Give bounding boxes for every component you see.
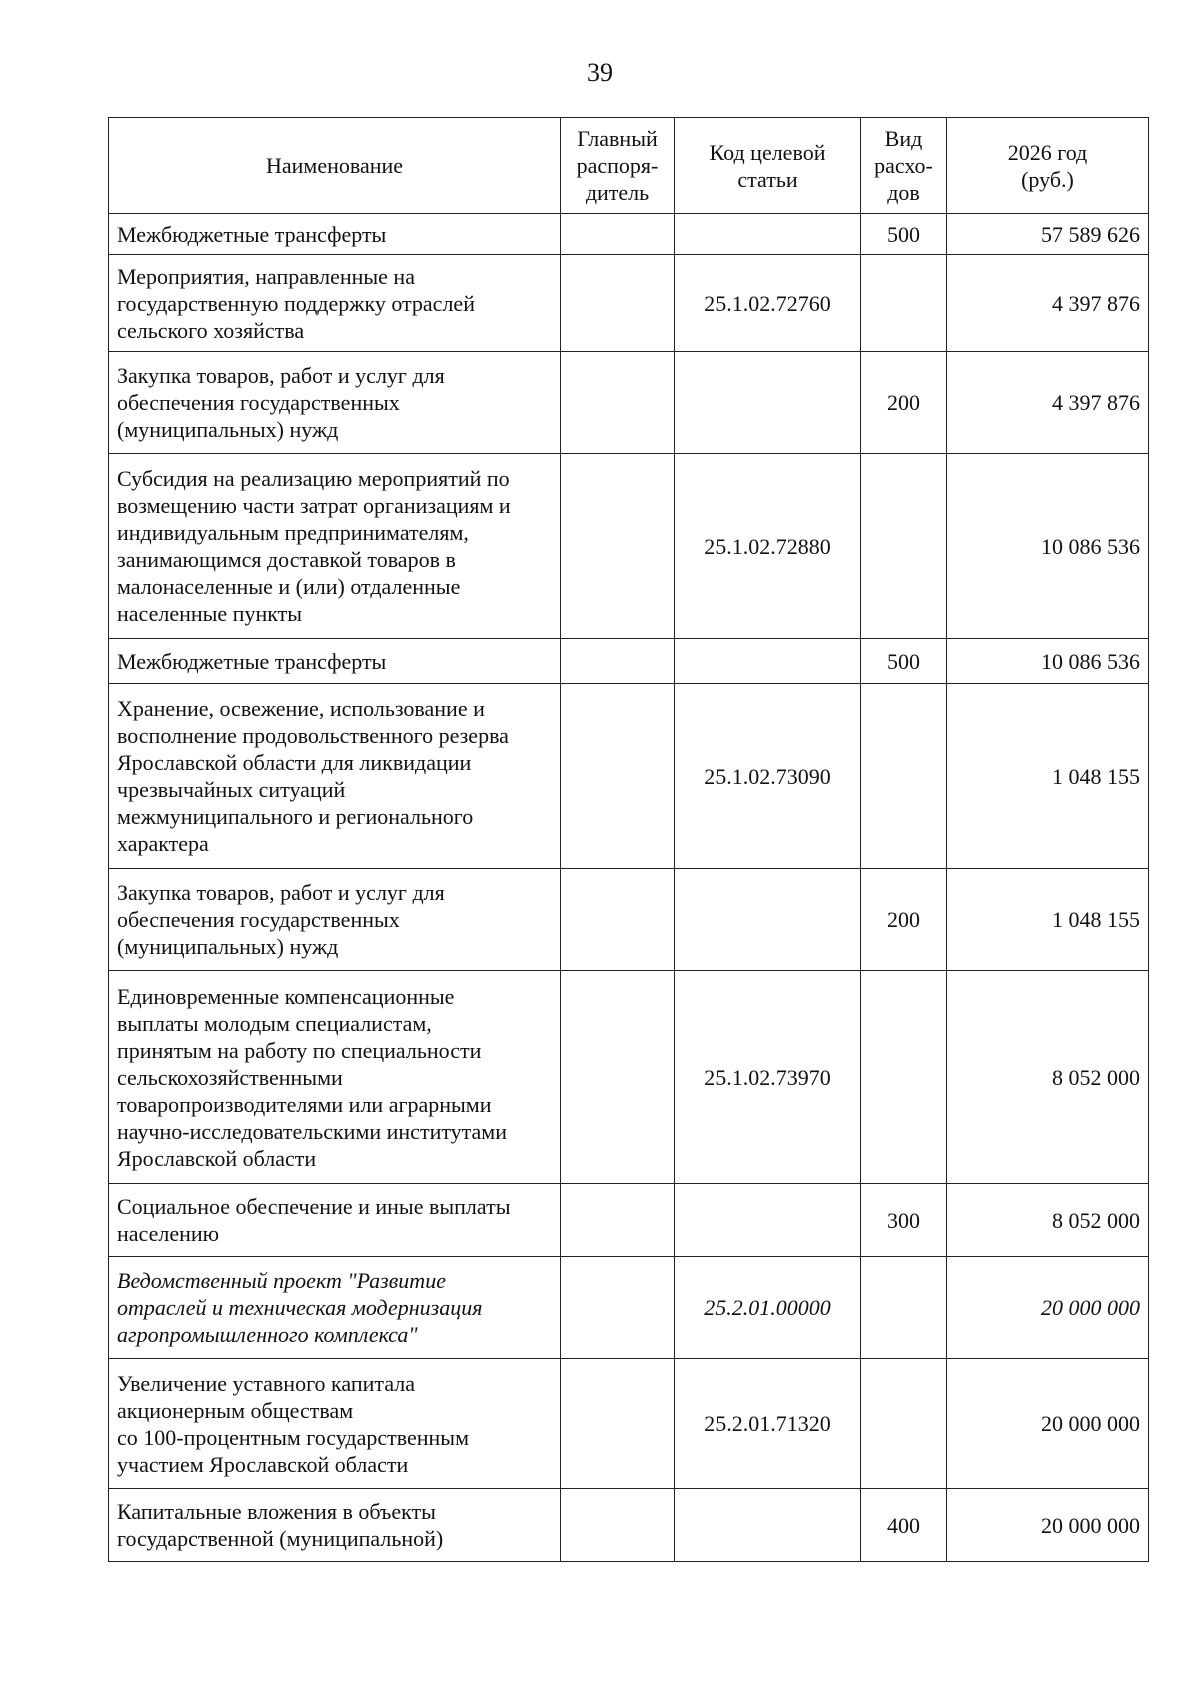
row-amount: 10 086 536 bbox=[947, 454, 1149, 639]
row-name bbox=[109, 1359, 561, 1489]
row-code: 25.1.02.72880 bbox=[675, 454, 861, 639]
header-expense-type bbox=[861, 118, 947, 214]
row-amount: 8 052 000 bbox=[947, 1184, 1149, 1257]
row-name-text: Капитальные вложения в объекты государственной (муниципальной) bbox=[117, 1499, 444, 1551]
row-expense-type bbox=[861, 454, 947, 639]
row-amount: 20 000 000 bbox=[947, 1257, 1149, 1359]
row-expense-type bbox=[861, 1257, 947, 1359]
row-expense-type: 400 bbox=[861, 1489, 947, 1562]
row-amount: 20 000 000 bbox=[947, 1489, 1149, 1562]
header-amount-text: 2026 год (руб.) bbox=[1007, 139, 1088, 192]
row-code bbox=[675, 1489, 861, 1562]
row-manager bbox=[561, 214, 675, 255]
row-amount: 1 048 155 bbox=[947, 684, 1149, 869]
row-code: 25.2.01.71320 bbox=[675, 1359, 861, 1489]
header-code-text: Код целевой статьи bbox=[709, 139, 826, 192]
row-name-text: Закупка товаров, работ и услуг для обеспечения государственных (муниципальных) нужд bbox=[117, 363, 445, 442]
table-row bbox=[109, 684, 1149, 869]
row-expense-type: 500 bbox=[861, 214, 947, 255]
row-name bbox=[109, 971, 561, 1184]
row-name-text: Закупка товаров, работ и услуг для обеспечения государственных (муниципальных) нужд bbox=[117, 880, 445, 959]
table-row bbox=[109, 869, 1149, 971]
row-expense-type: 200 bbox=[861, 869, 947, 971]
row-name bbox=[109, 1489, 561, 1562]
row-amount: 20 000 000 bbox=[947, 1359, 1149, 1489]
row-expense-type bbox=[861, 255, 947, 352]
row-expense-type bbox=[861, 1359, 947, 1489]
row-expense-type: 300 bbox=[861, 1184, 947, 1257]
row-name-text: Межбюджетные трансферты bbox=[117, 221, 387, 247]
row-manager bbox=[561, 1257, 675, 1359]
row-name bbox=[109, 352, 561, 454]
row-name bbox=[109, 684, 561, 869]
row-code bbox=[675, 1184, 861, 1257]
table-header-row bbox=[109, 118, 1149, 214]
table-row bbox=[109, 214, 1149, 255]
row-manager bbox=[561, 255, 675, 352]
header-name-text: Наименование bbox=[265, 153, 404, 178]
header-manager bbox=[561, 118, 675, 214]
row-code bbox=[675, 639, 861, 684]
row-amount: 8 052 000 bbox=[947, 971, 1149, 1184]
table-row bbox=[109, 352, 1149, 454]
page-number: 39 bbox=[587, 58, 613, 87]
header-amount bbox=[947, 118, 1149, 214]
row-name-text: Увеличение уставного капитала акционерным обществам со 100-процентным государственным участием Ярославской области bbox=[117, 1370, 469, 1477]
row-name-text: Единовременные компенсационные выплаты молодым специалистам, принятым на работу по специальности сельскохозяйственными товаропроизводителями или аграрными научно-исследовательскими институтами Ярославской области bbox=[117, 983, 508, 1171]
row-name bbox=[109, 1184, 561, 1257]
row-amount: 1 048 155 bbox=[947, 869, 1149, 971]
row-code: 25.2.01.00000 bbox=[675, 1257, 861, 1359]
row-name-text: Мероприятия, направленные на государственную поддержку отраслей сельского хозяйства bbox=[117, 263, 475, 343]
row-name bbox=[109, 454, 561, 639]
row-name bbox=[109, 255, 561, 352]
row-manager bbox=[561, 1489, 675, 1562]
row-code: 25.1.02.72760 bbox=[675, 255, 861, 352]
row-code bbox=[675, 869, 861, 971]
budget-table bbox=[108, 117, 1149, 1562]
row-expense-type: 200 bbox=[861, 352, 947, 454]
row-amount: 4 397 876 bbox=[947, 255, 1149, 352]
row-name-text: Ведомственный проект "Развитие отраслей и техническая модернизация агропромышленного комплекса" bbox=[117, 1268, 483, 1347]
row-manager bbox=[561, 1184, 675, 1257]
table-row bbox=[109, 255, 1149, 352]
table-row bbox=[109, 639, 1149, 684]
header-expense-type-text: Вид расхо- дов bbox=[874, 126, 933, 205]
table-row-project bbox=[109, 1257, 1149, 1359]
row-name bbox=[109, 869, 561, 971]
row-expense-type bbox=[861, 684, 947, 869]
table-row bbox=[109, 1489, 1149, 1562]
row-name-text: Хранение, освежение, использование и восполнение продовольственного резерва Ярославской области для ликвидации чрезвычайных ситуаций межмуниципального и регионального характера bbox=[117, 696, 509, 856]
row-manager bbox=[561, 639, 675, 684]
table-row bbox=[109, 454, 1149, 639]
row-amount: 10 086 536 bbox=[947, 639, 1149, 684]
row-expense-type bbox=[861, 971, 947, 1184]
row-amount: 4 397 876 bbox=[947, 352, 1149, 454]
row-manager bbox=[561, 454, 675, 639]
row-name bbox=[109, 1257, 561, 1359]
row-manager bbox=[561, 684, 675, 869]
row-code: 25.1.02.73970 bbox=[675, 971, 861, 1184]
row-name bbox=[109, 639, 561, 684]
row-manager bbox=[561, 869, 675, 971]
row-manager bbox=[561, 971, 675, 1184]
row-amount: 57 589 626 bbox=[947, 214, 1149, 255]
row-name-text: Субсидия на реализацию мероприятий по возмещению части затрат организациям и индивидуальным предпринимателям, занимающимся доставкой товаров в малонаселенные и (или) отдаленные населенные пункты bbox=[117, 466, 511, 626]
row-name-text: Социальное обеспечение и иные выплаты населению bbox=[117, 1194, 511, 1246]
row-code bbox=[675, 214, 861, 255]
header-manager-text: Главный распоря- дитель bbox=[576, 126, 659, 205]
row-manager bbox=[561, 352, 675, 454]
row-expense-type: 500 bbox=[861, 639, 947, 684]
row-name-text: Межбюджетные трансферты bbox=[117, 648, 387, 674]
header-name bbox=[109, 118, 561, 214]
row-code bbox=[675, 352, 861, 454]
table-row bbox=[109, 971, 1149, 1184]
row-manager bbox=[561, 1359, 675, 1489]
table-row bbox=[109, 1359, 1149, 1489]
table-row bbox=[109, 1184, 1149, 1257]
header-code bbox=[675, 118, 861, 214]
row-code: 25.1.02.73090 bbox=[675, 684, 861, 869]
row-name bbox=[109, 214, 561, 255]
